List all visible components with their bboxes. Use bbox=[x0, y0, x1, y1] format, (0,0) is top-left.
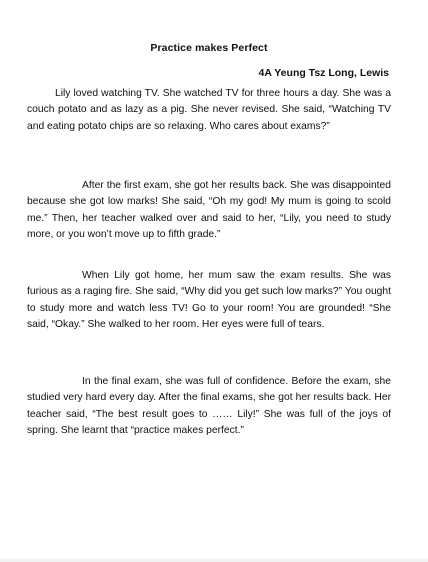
paragraph-1: Lily loved watching TV. She watched TV for three hours a day. She was a couch potato and as lazy as a pig. She never revised. She said, “Watching TV and eating potato chips are so relaxing. Who cares about exams?” bbox=[27, 88, 391, 132]
author-line: 4A Yeung Tsz Long, Lewis bbox=[258, 67, 389, 79]
paragraph-2: After the first exam, she got her results back. She was disappointed because she got low marks! She said, “Oh my god! My mum is going to scold me.” Then, her teacher walked over and said to her, “Lily, you need to study more, or you won’t move up to fifth grade.” bbox=[27, 180, 391, 240]
paragraph-4: In the final exam, she was full of confidence. Before the exam, she studied very hard every day. After the final exams, she got her results back. Her teacher said, “The best result goes to …… Lily!” She was full of the joys of spring. She learnt that “practice makes perfect.” bbox=[27, 376, 391, 436]
paragraph-3: When Lily got home, her mum saw the exam results. She was furious as a raging fire. She said, “Why did you get such low marks?” You ought to study more and watch less TV! Go to your room! You are grounded! “She said, “Okay.” She walked to her room. Her eyes were full of tears. bbox=[27, 270, 391, 330]
document-title: Practice makes Perfect bbox=[150, 42, 268, 54]
